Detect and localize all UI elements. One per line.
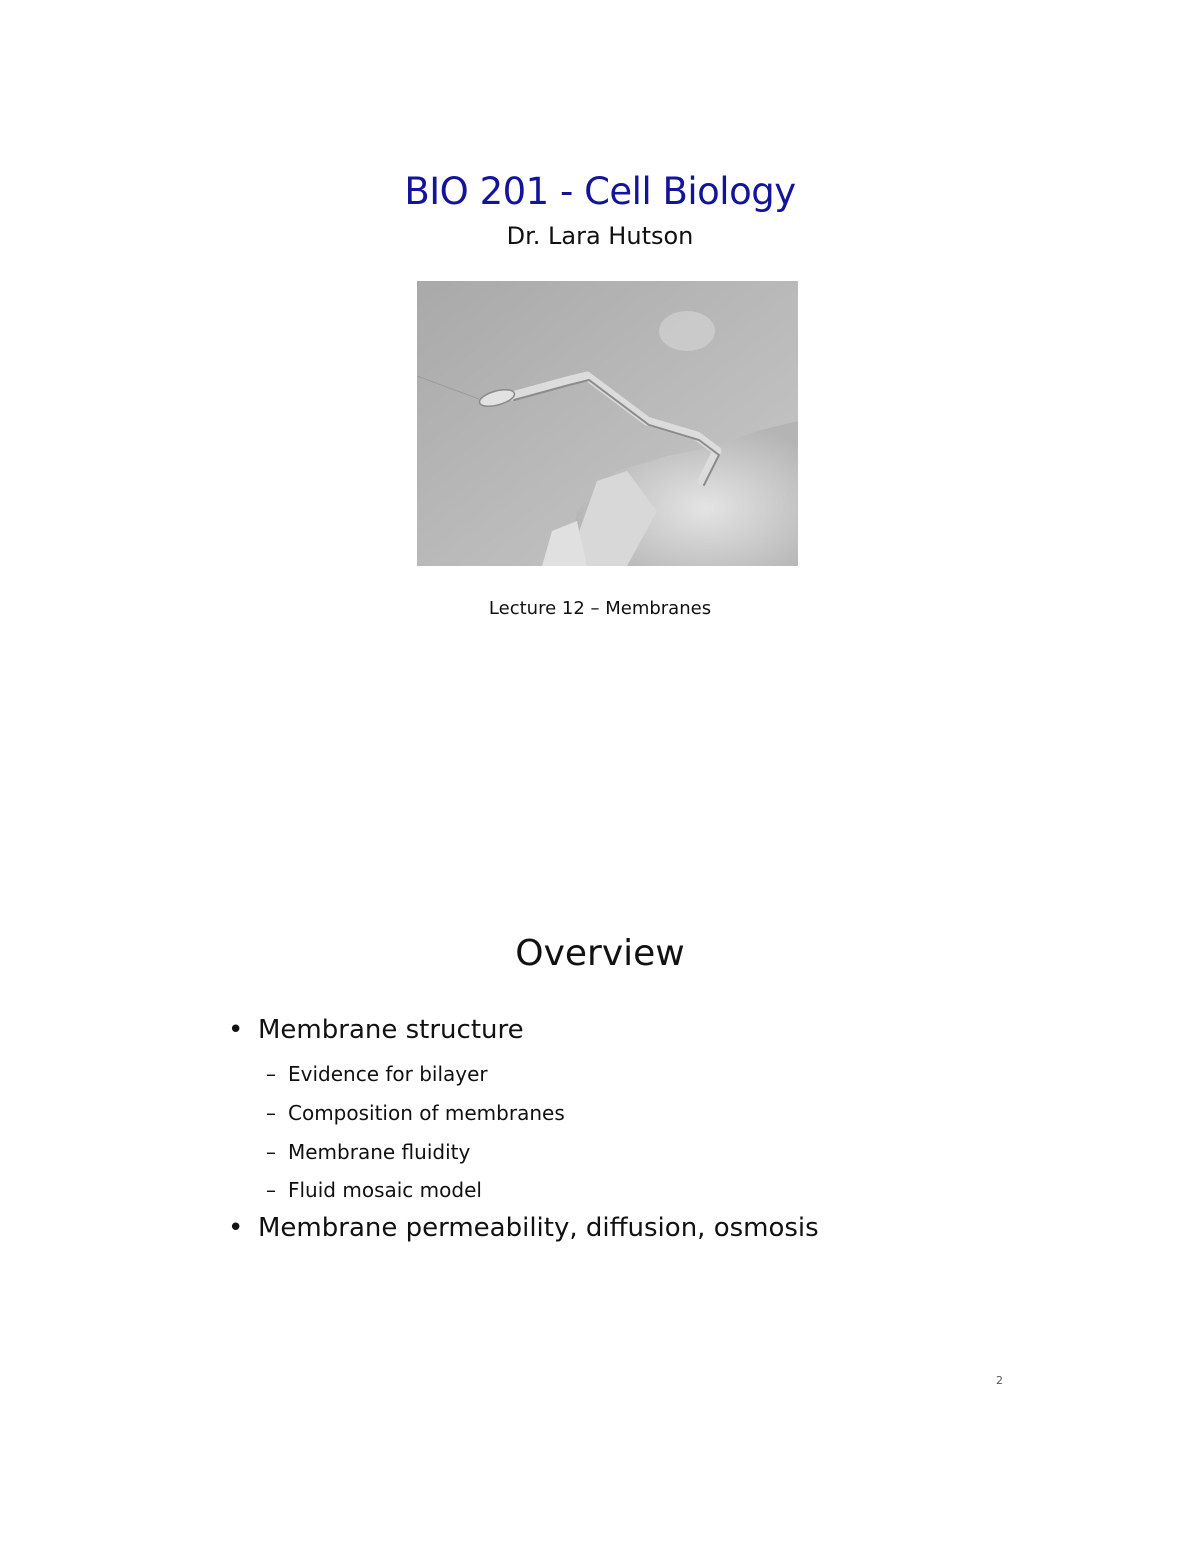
bullet-text: Membrane permeability, diffusion, osmosis <box>258 1213 819 1243</box>
sub-bullet-text: Composition of membranes <box>288 1101 565 1125</box>
dash-glyph: – <box>266 1062 276 1086</box>
sub-bullet-text: Evidence for bilayer <box>288 1062 488 1086</box>
dash-glyph: – <box>266 1140 276 1164</box>
sub-bullet-item <box>266 1178 482 1202</box>
lecture-subtitle: Lecture 12 – Membranes <box>488 598 712 619</box>
sub-bullet-item <box>266 1140 470 1164</box>
sub-bullet-text: Fluid mosaic model <box>288 1178 482 1202</box>
course-title: BIO 201 - Cell Biology <box>404 170 796 213</box>
title-slide <box>0 0 1200 700</box>
sub-bullet-item <box>266 1062 488 1086</box>
sub-bullet-text: Membrane fluidity <box>288 1140 471 1164</box>
bullet-text: Membrane structure <box>258 1015 524 1045</box>
page-number: 2 <box>996 1374 1003 1387</box>
bullet-item <box>228 1213 819 1243</box>
bullet-glyph: • <box>228 1015 244 1045</box>
dash-glyph: – <box>266 1178 276 1202</box>
instructor-name: Dr. Lara Hutson <box>506 222 694 250</box>
sub-bullet-item <box>266 1101 565 1125</box>
dash-glyph: – <box>266 1101 276 1125</box>
microscopy-image <box>417 281 798 566</box>
overview-slide <box>0 900 1200 1460</box>
overview-title: Overview <box>515 933 685 974</box>
bullet-item <box>228 1015 524 1045</box>
bullet-glyph: • <box>228 1213 244 1243</box>
